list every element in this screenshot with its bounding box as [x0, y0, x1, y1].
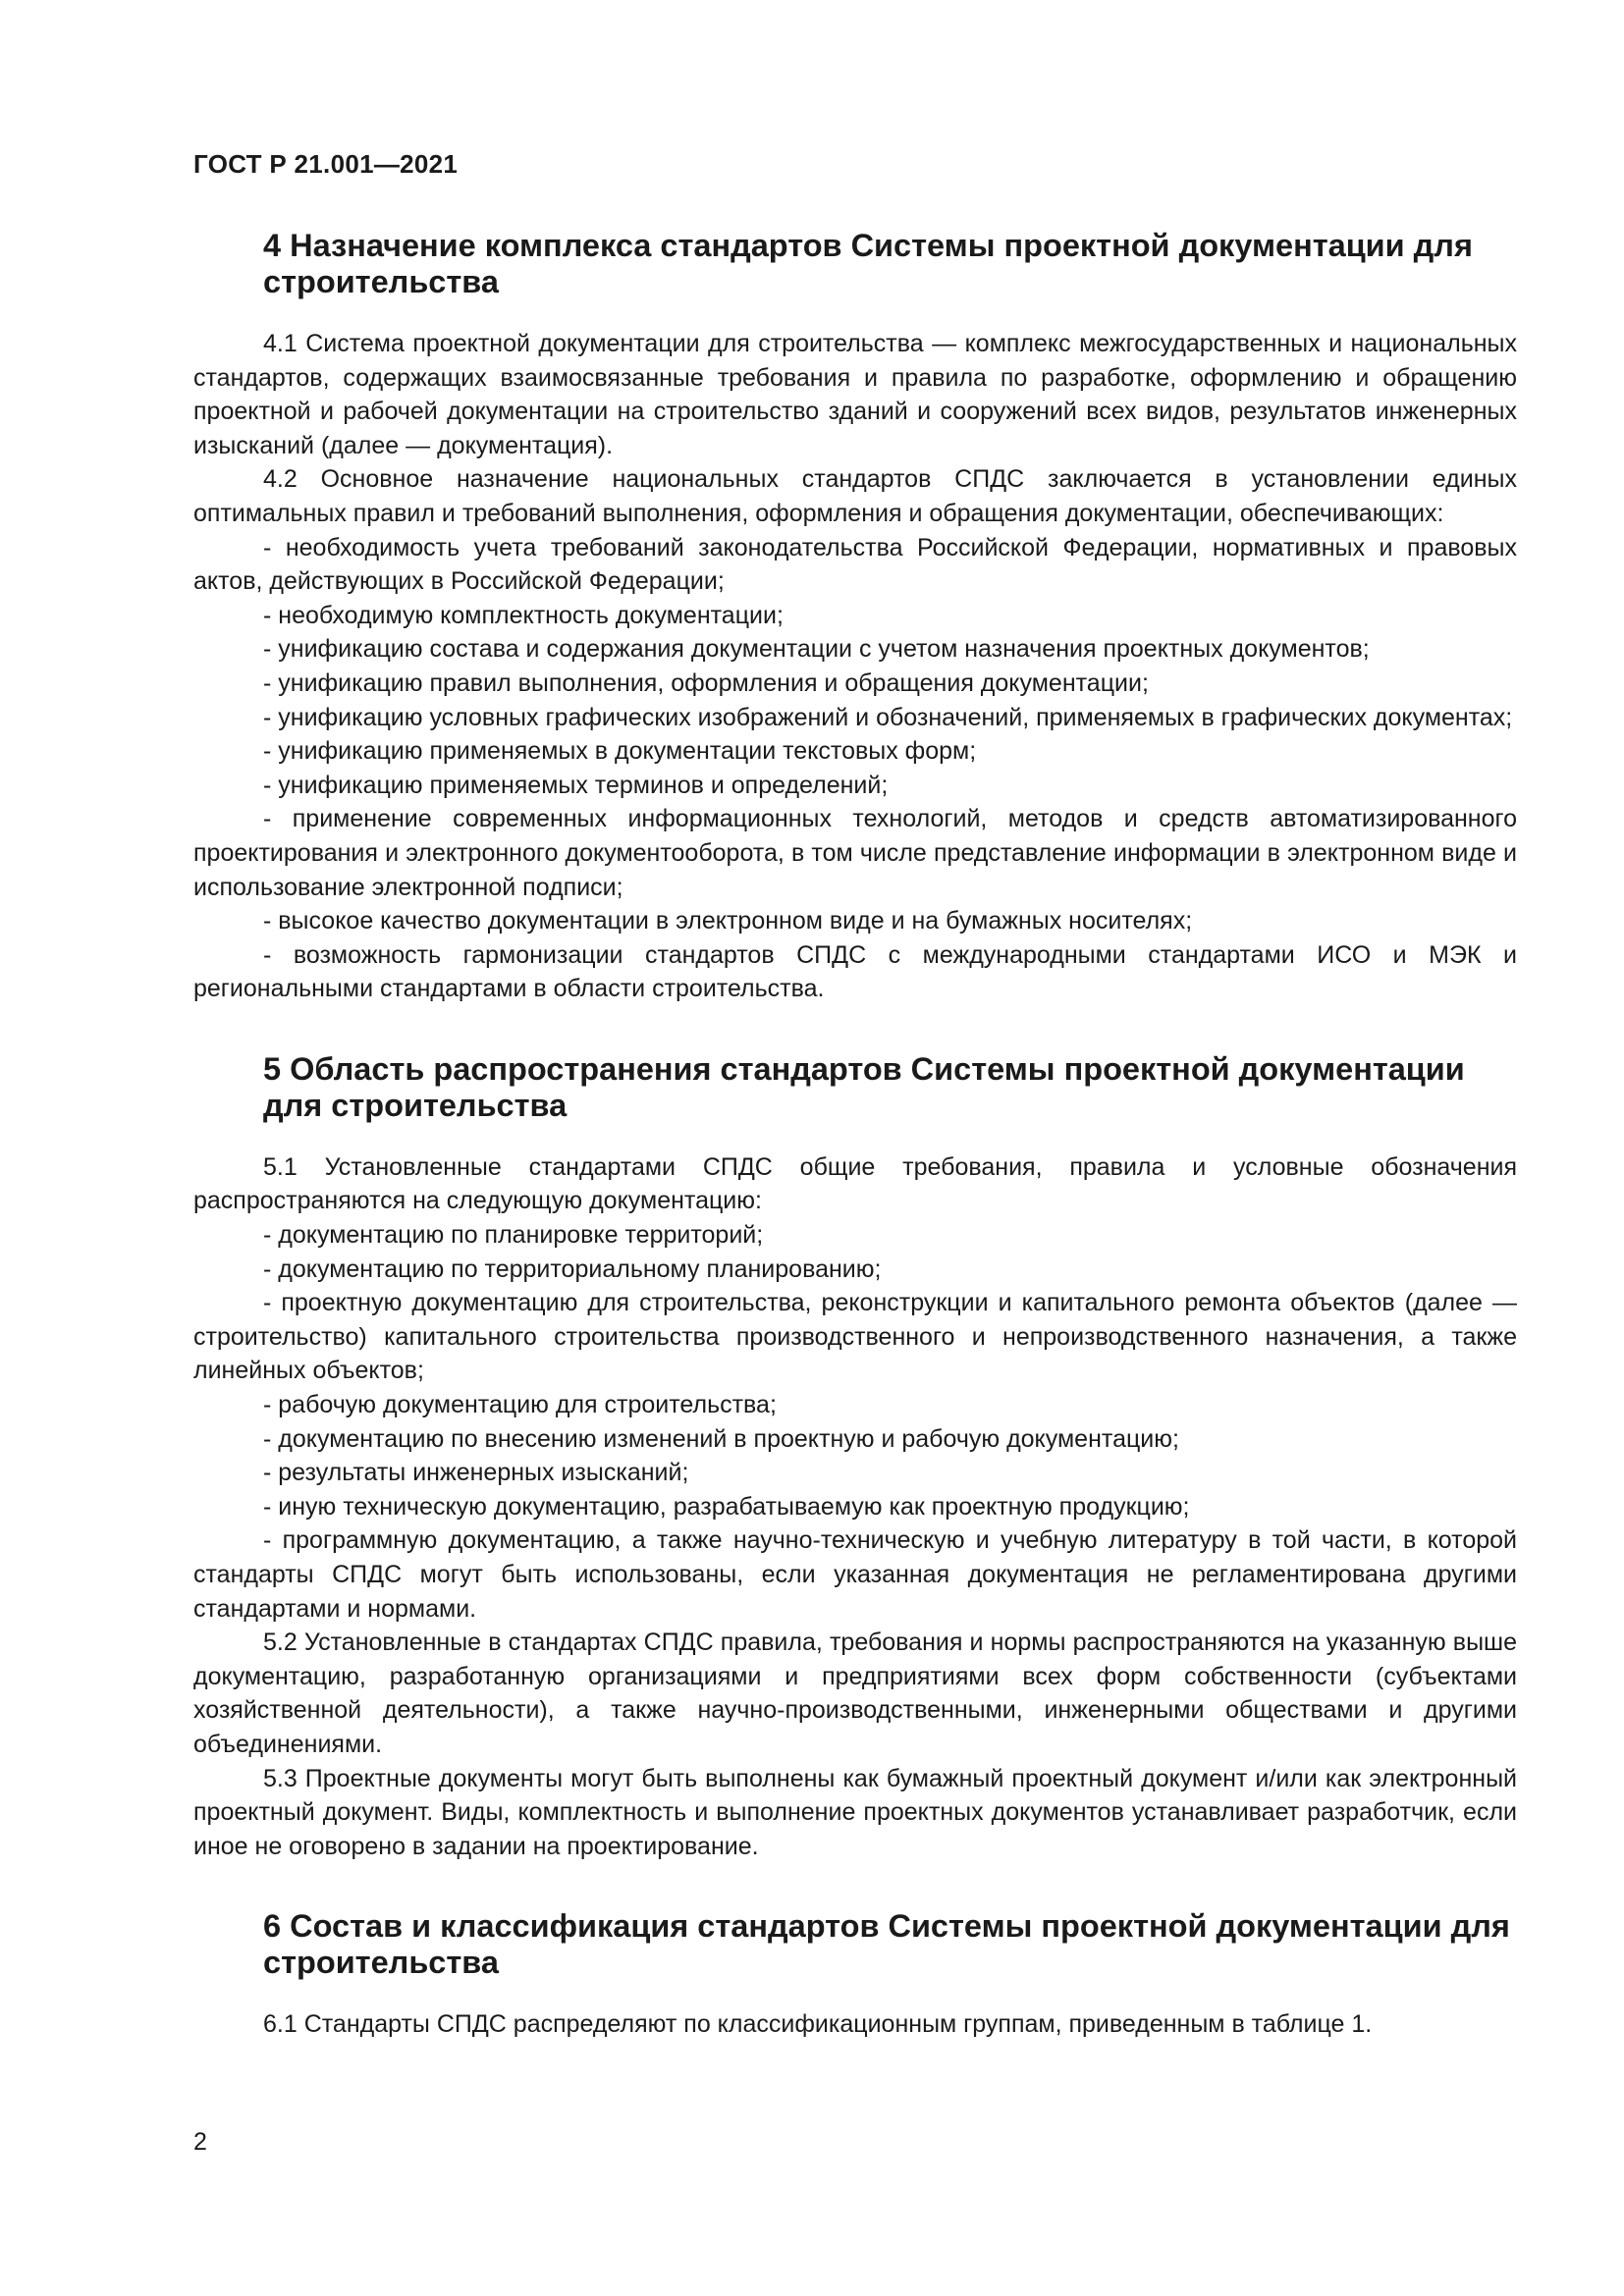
list-item: - документацию по внесению изменений в проектную и рабочую документацию; — [263, 1424, 1179, 1453]
list-item: - унификацию применяемых терминов и определений; — [263, 771, 889, 799]
document-code: ГОСТ Р 21.001—2021 — [193, 149, 459, 179]
list-item: - унификацию условных графических изображений и обозначений, применяемых в графических документах; — [263, 703, 1513, 731]
list-item: - необходимость учета требований законодательства Российской Федерации, нормативных и правовых актов, действующих в Российской Федерации; — [193, 533, 1517, 596]
page-number: 2 — [193, 2128, 207, 2156]
paragraph-5-1: 5.1 Установленные стандартами СПДС общие требования, правила и условные обозначения распространяются на следующую документацию: — [193, 1152, 1517, 1215]
section-6 — [193, 1908, 1517, 2042]
list-item: - возможность гармонизации стандартов СПДС с международными стандартами ИСО и МЭК и региональными стандартами в области строительства. — [193, 940, 1517, 1003]
paragraph-5-3: 5.3 Проектные документы могут быть выполнены как бумажный проектный документ и/или как электронный проектный документ. Виды, комплектность и выполнение проектных документов устанавливает разработчик, если иное не оговорено в задании на проектирование. — [193, 1764, 1517, 1860]
list-item: - проектную документацию для строительства, реконструкции и капитального ремонта объектов (далее — строительство) капитального строительства производственного и непроизводственного назначения, а также линейных объектов; — [193, 1289, 1517, 1385]
paragraph-4-1: 4.1 Система проектной документации для строительства — комплекс межгосударственных и национальных стандартов, содержащих взаимосвязанные требования и правила по разработке, оформлению и обращению проектной и рабочей документации на строительство зданий и сооружений всех видов, результатов инженерных изысканий (далее — документация). — [193, 330, 1517, 459]
list-item: - унификацию правил выполнения, оформления и обращения документации; — [263, 668, 1149, 697]
document-body — [193, 228, 1517, 2042]
section-4 — [193, 228, 1517, 1006]
paragraph-6-1: 6.1 Стандарты СПДС распределяют по классификационным группам, приведенным в таблице 1. — [263, 2010, 1373, 2039]
section-5-heading: 5 Область распространения стандартов Системы проектной документации для строительства — [263, 1050, 1465, 1123]
section-4-heading: 4 Назначение комплекса стандартов Системы проектной документации для строительства — [263, 228, 1473, 299]
list-item: - документацию по планировке территорий; — [263, 1221, 764, 1250]
list-item: - применение современных информационных технологий, методов и средств автоматизированного проектирования и электронного документооборота, в том числе представление информации в электронном виде и использование электронной подписи; — [193, 805, 1517, 901]
list-item: - результаты инженерных изысканий; — [263, 1459, 689, 1487]
section-5 — [193, 1051, 1517, 1863]
list-item: - иную техническую документацию, разрабатываемую как проектную продукцию; — [263, 1492, 1190, 1521]
list-item: - высокое качество документации в электронном виде и на бумажных носителях; — [263, 907, 1193, 935]
list-item: - унификацию применяемых в документации текстовых форм; — [263, 737, 977, 766]
list-item: - рабочую документацию для строительства; — [263, 1391, 777, 1419]
list-item: - программную документацию, а также научно-техническую и учебную литературу в той части, в которой стандарты СПДС могут быть использованы, если указанная документация не регламентирована другими стандартами и нормами. — [193, 1526, 1517, 1623]
list-item: - унификацию состава и содержания документации с учетом назначения проектных документов; — [263, 635, 1370, 664]
section-6-heading: 6 Состав и классификация стандартов Системы проектной документации для строительства — [263, 1908, 1510, 1981]
paragraph-5-2: 5.2 Установленные в стандартах СПДС правила, требования и нормы распространяются на указанную выше документацию, разработанную организациями и предприятиями всех форм собственности (субъектами хозяйственной деятельности), а также научно-производственными, инженерными обществами и другими объединениями. — [193, 1629, 1517, 1758]
list-item: - документацию по территориальному планированию; — [263, 1255, 882, 1283]
list-item: - необходимую комплектность документации; — [263, 601, 784, 629]
paragraph-4-2: 4.2 Основное назначение национальных стандартов СПДС заключается в установлении единых оптимальных правил и требований выполнения, оформления и обращения документации, обеспечивающих: — [193, 465, 1517, 527]
